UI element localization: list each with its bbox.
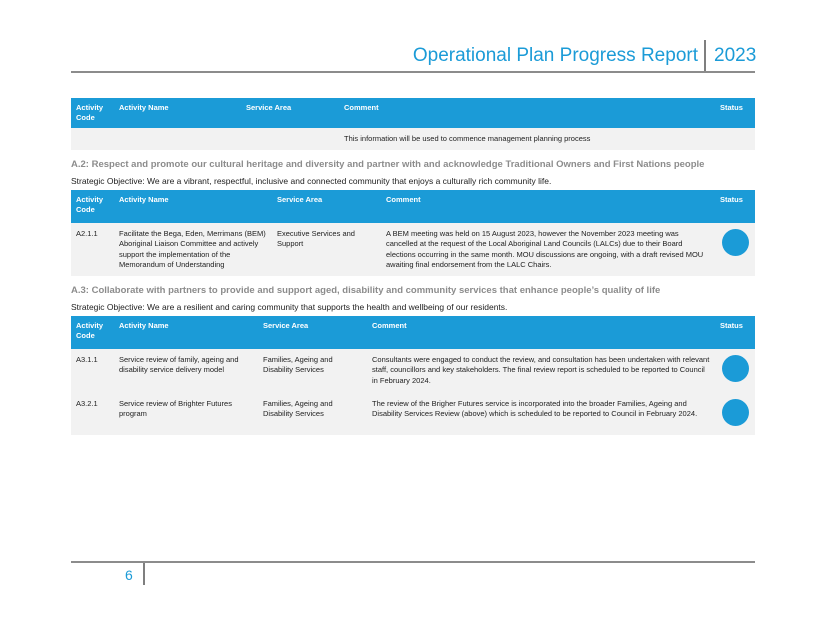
col-comment: Comment — [367, 316, 715, 349]
header-rule — [71, 71, 755, 73]
report-content — [71, 98, 755, 435]
service-area: Executive Services and Support — [272, 223, 381, 276]
col-activity-code: Activity Code — [71, 190, 114, 223]
strategic-objective-a2: Strategic Objective: We are a vibrant, respectful, inclusive and connected community that enjoys a culturally rich community life. — [71, 175, 552, 186]
activity-comment: The review of the Brigher Futures service is incorporated into the broader Families, Ageing and Disability Services Review (above) which is scheduled to be reported to Council in February 2024. — [367, 393, 715, 435]
activity-name: Service review of Brighter Futures program — [114, 393, 258, 435]
table-row — [71, 393, 755, 435]
activity-table-a1 — [71, 98, 755, 150]
activity-comment: Consultants were engaged to conduct the review, and consultation has been undertaken with relevant staff, councillors and key stakeholders. The final review report is scheduled to be reported to Council in February 2024. — [367, 349, 715, 393]
col-service-area: Service Area — [272, 190, 381, 223]
table-header-row — [71, 190, 755, 223]
table-header-row — [71, 316, 755, 349]
service-area: Families, Ageing and Disability Services — [258, 349, 367, 393]
activity-name: Service review of family, ageing and disability service delivery model — [114, 349, 258, 393]
col-status: Status — [715, 98, 755, 128]
strategic-objective-a3: Strategic Objective: We are a resilient and caring community that supports the health and wellbeing of our residents. — [71, 301, 508, 312]
col-comment: Comment — [339, 98, 715, 128]
table-row — [71, 223, 755, 276]
col-activity-name: Activity Name — [114, 98, 241, 128]
activity-table-a2 — [71, 190, 755, 276]
activity-table-a3 — [71, 316, 755, 435]
col-activity-code: Activity Code — [71, 98, 114, 128]
info-note: This information will be used to commence management planning process — [339, 128, 715, 150]
page-number: 6 — [125, 567, 133, 583]
status-indicator — [722, 355, 749, 382]
page-header — [0, 0, 825, 80]
col-service-area: Service Area — [258, 316, 367, 349]
table-row — [71, 128, 755, 150]
service-area: Families, Ageing and Disability Services — [258, 393, 367, 435]
footer-rule — [71, 561, 755, 563]
report-title: Operational Plan Progress Report — [412, 45, 698, 66]
status-indicator — [722, 399, 749, 426]
table-header-row — [71, 98, 755, 128]
section-heading-a3: A.3: Collaborate with partners to provide and support aged, disability and community services that enhance people’s quality of life — [71, 284, 661, 296]
status-indicator — [722, 229, 749, 256]
col-activity-name: Activity Name — [114, 190, 272, 223]
section-heading-a2: A.2: Respect and promote our cultural heritage and diversity and partner with and acknowledge Traditional Owners and First Nations people — [71, 158, 705, 170]
activity-comment: A BEM meeting was held on 15 August 2023, however the November 2023 meeting was cancelled at the request of the Local Aboriginal Land Councils (LALCs) due to their Board elections occurring in the same month. MOU discussions are ongoing, with a draft revised MOU awaiting final endorsement from the LALC Chairs. — [381, 223, 715, 276]
col-status: Status — [715, 190, 755, 223]
col-status: Status — [715, 316, 755, 349]
table-row — [71, 349, 755, 393]
activity-code: A3.2.1 — [71, 393, 114, 435]
footer-divider — [143, 563, 145, 585]
activity-code: A2.1.1 — [71, 223, 114, 276]
report-year: 2023 — [714, 45, 757, 66]
col-service-area: Service Area — [241, 98, 339, 128]
activity-name: Facilitate the Bega, Eden, Merrimans (BEM) Aboriginal Liaison Committee and actively support the implementation of the Memorandum of Understanding — [114, 223, 272, 276]
header-divider — [704, 40, 706, 72]
activity-code: A3.1.1 — [71, 349, 114, 393]
col-activity-name: Activity Name — [114, 316, 258, 349]
col-activity-code: Activity Code — [71, 316, 114, 349]
col-comment: Comment — [381, 190, 715, 223]
